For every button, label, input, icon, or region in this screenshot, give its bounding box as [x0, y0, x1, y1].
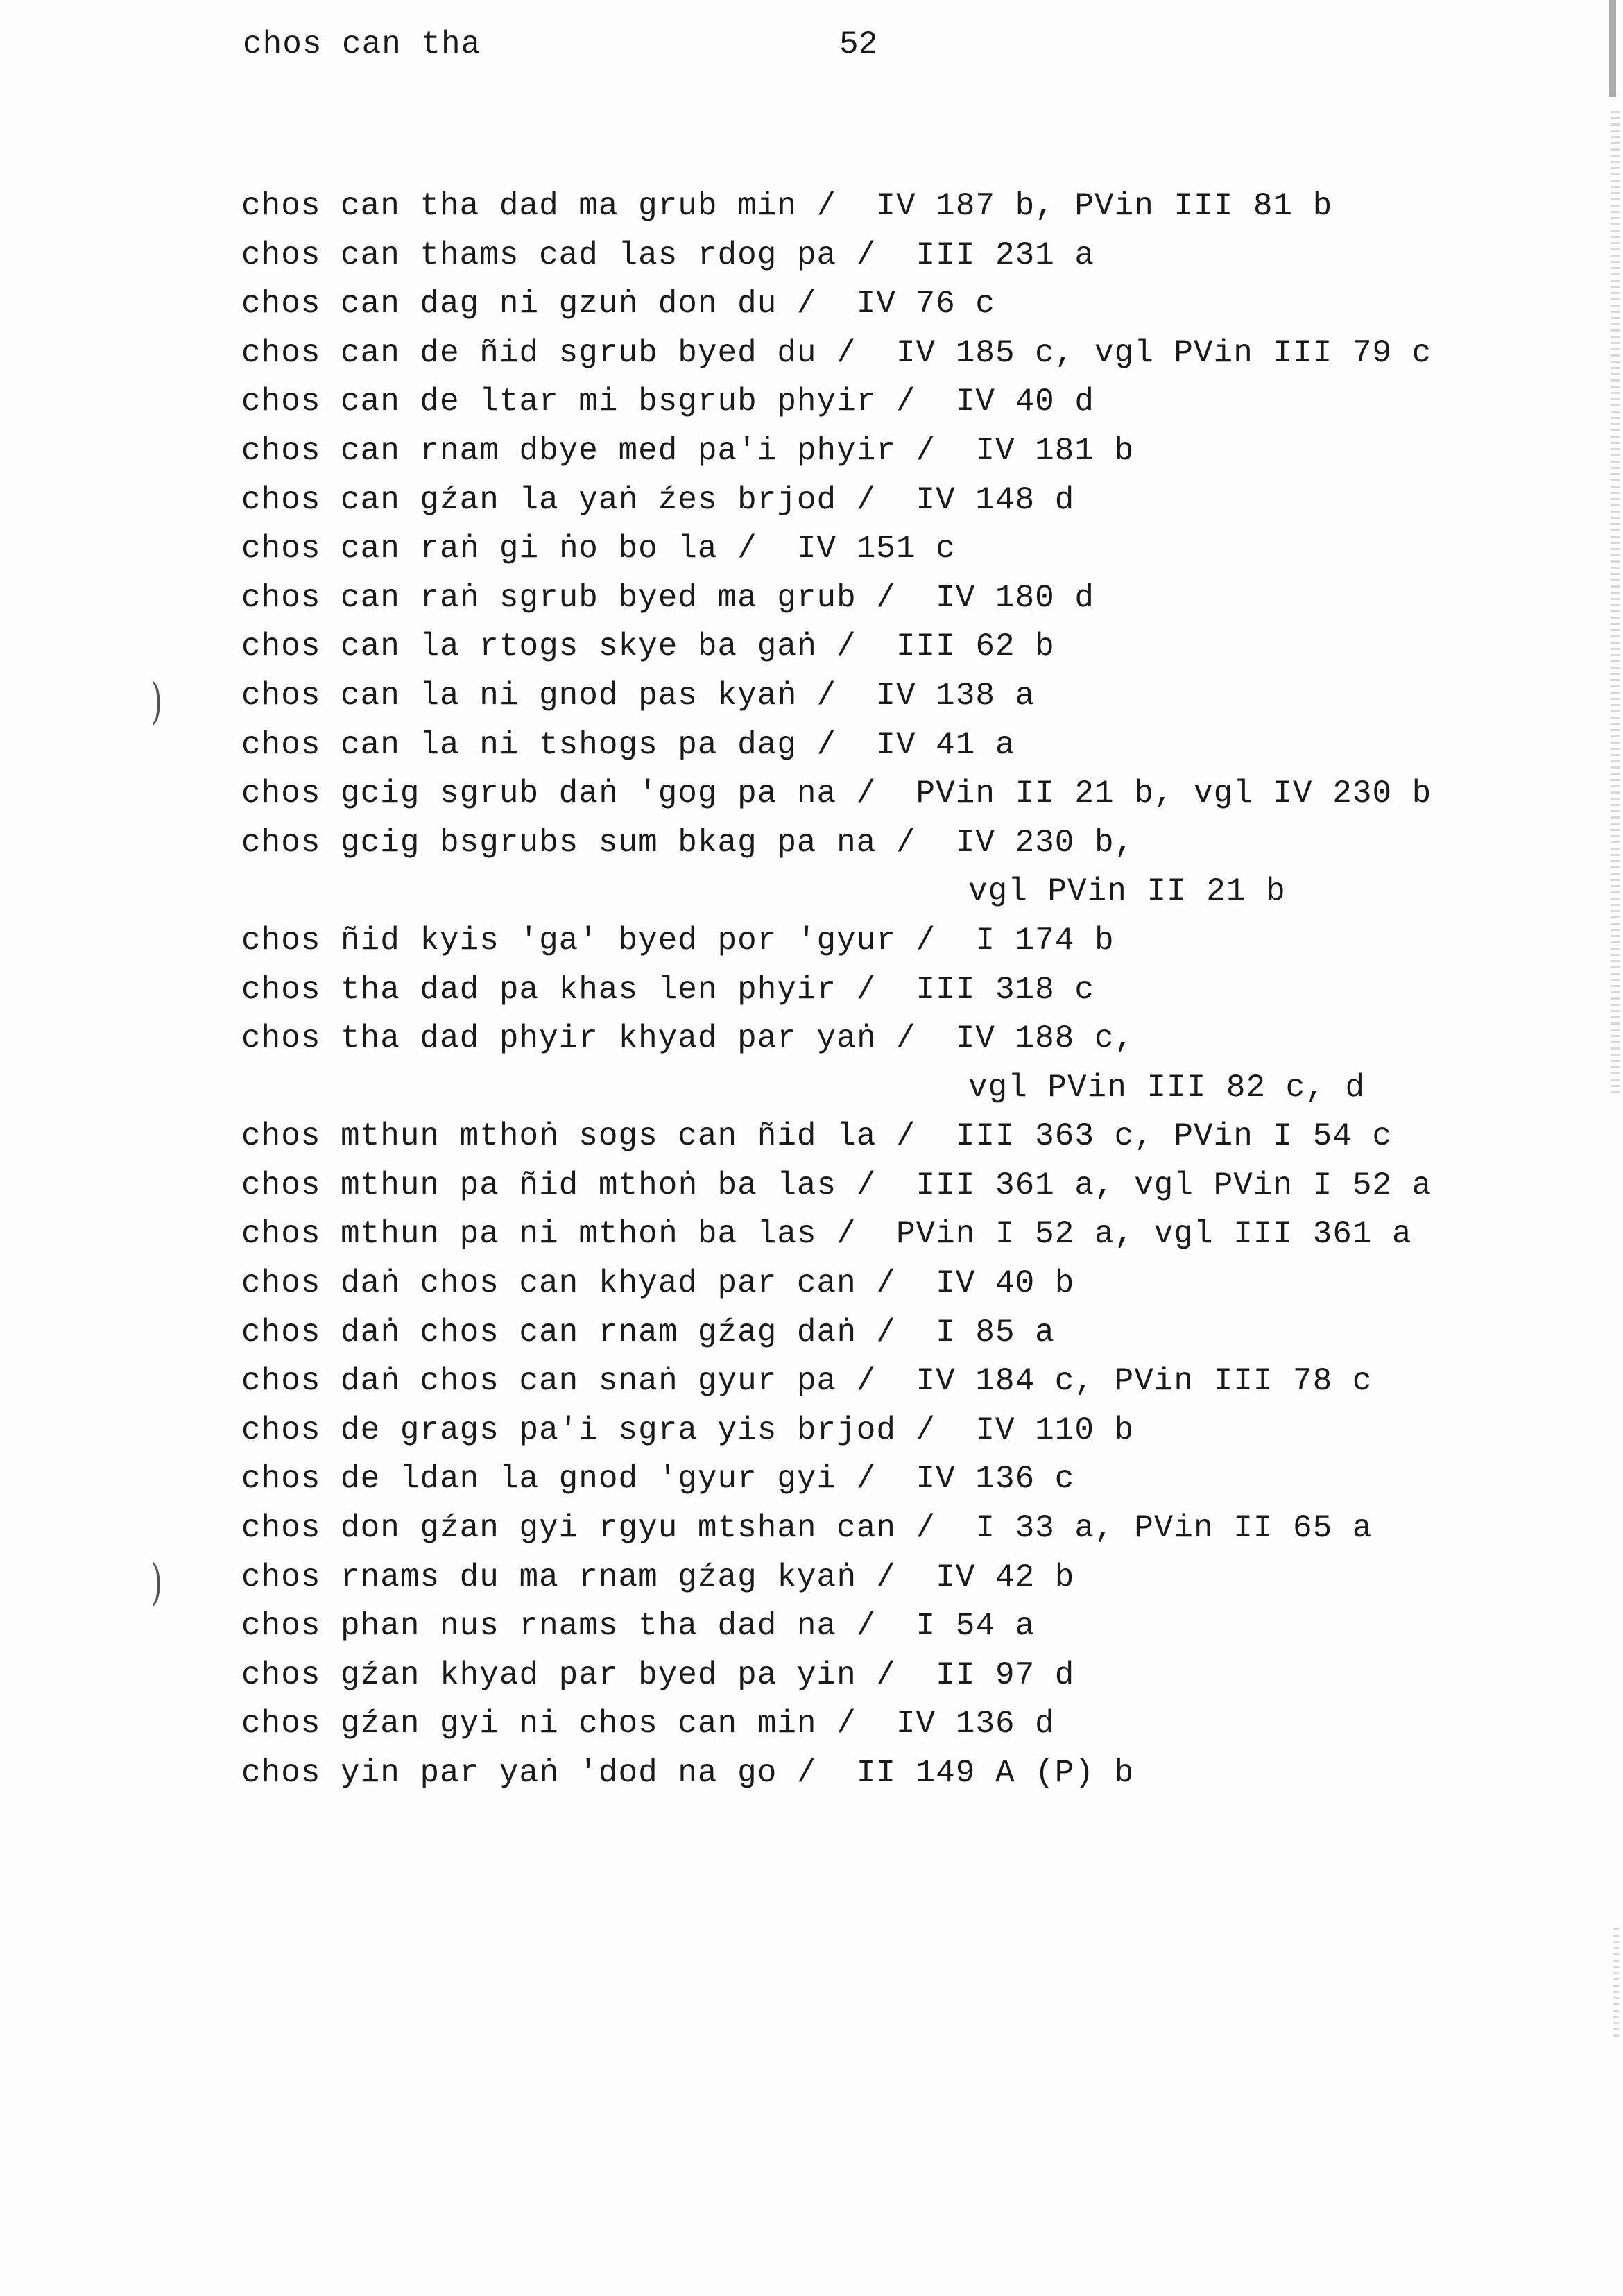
- index-entry: chos gźan gyi ni chos can min / IV 136 d: [241, 1706, 1055, 1742]
- index-entry: chos can la ni gnod pas kyaṅ / IV 138 a: [241, 677, 1036, 714]
- index-entry: chos yin par yaṅ 'dod na go / II 149 A (P) b: [241, 1755, 1135, 1791]
- scan-edge-mark: [1613, 1928, 1619, 2039]
- index-entry: chos can rnam dbye med pa'i phyir / IV 181 b: [241, 432, 1135, 469]
- running-head: chos can tha: [243, 26, 481, 62]
- index-entry: chos daṅ chos can rnam gźag daṅ / I 85 a: [241, 1314, 1055, 1351]
- index-entry: chos tha dad phyir khyad par yaṅ / IV 188 c,: [241, 1020, 1135, 1057]
- index-entry: chos mthun mthoṅ sogs can ñid la / III 363 c, PVin I 54 c: [241, 1118, 1393, 1155]
- index-entry-continuation: vgl PVin III 82 c, d: [968, 1069, 1366, 1106]
- margin-punch-mark: ): [151, 673, 162, 730]
- index-entry-list: [241, 182, 1432, 1798]
- scan-edge-mark: [1611, 111, 1620, 1096]
- page-number: 52: [839, 26, 878, 62]
- index-entry: chos don gźan gyi rgyu mtshan can / I 33 a, PVin II 65 a: [241, 1510, 1373, 1547]
- index-entry: chos daṅ chos can khyad par can / IV 40 b: [241, 1265, 1075, 1302]
- margin-punch-mark: ): [151, 1554, 162, 1611]
- index-entry: chos de ldan la gnod 'gyur gyi / IV 136 c: [241, 1461, 1075, 1498]
- index-entry: chos can raṅ sgrub byed ma grub / IV 180 d: [241, 579, 1094, 616]
- index-entry: chos can gźan la yaṅ źes brjod / IV 148 d: [241, 481, 1075, 518]
- index-entry: chos can la rtogs skye ba gaṅ / III 62 b: [241, 628, 1055, 665]
- index-entry-continuation: vgl PVin II 21 b: [968, 873, 1286, 910]
- index-entry: chos can de ltar mi bsgrub phyir / IV 40 d: [241, 384, 1094, 420]
- scan-edge-mark: [1609, 0, 1616, 97]
- index-entry: chos daṅ chos can snaṅ gyur pa / IV 184 c, PVin III 78 c: [241, 1363, 1373, 1400]
- index-entry: chos phan nus rnams tha dad na / I 54 a: [241, 1608, 1036, 1645]
- index-entry: chos mthun pa ni mthoṅ ba las / PVin I 52 a, vgl III 361 a: [241, 1216, 1412, 1253]
- index-entry: chos tha dad pa khas len phyir / III 318 c: [241, 971, 1094, 1008]
- index-entry: chos de grags pa'i sgra yis brjod / IV 110 b: [241, 1412, 1135, 1448]
- index-entry: chos mthun pa ñid mthoṅ ba las / III 361 a, vgl PVin I 52 a: [241, 1167, 1432, 1203]
- index-entry: chos can tha dad ma grub min / IV 187 b, PVin III 81 b: [241, 188, 1333, 224]
- index-entry: chos gcig bsgrubs sum bkag pa na / IV 230 b,: [241, 824, 1135, 861]
- index-entry: chos can dag ni gzuṅ don du / IV 76 c: [241, 286, 995, 323]
- index-entry: chos gźan khyad par byed pa yin / II 97 d: [241, 1656, 1075, 1693]
- index-entry: chos can thams cad las rdog pa / III 231 a: [241, 237, 1094, 273]
- index-entry: chos can de ñid sgrub byed du / IV 185 c, vgl PVin III 79 c: [241, 334, 1432, 371]
- index-entry: chos can raṅ gi ṅo bo la / IV 151 c: [241, 531, 956, 567]
- index-entry: chos gcig sgrub daṅ 'gog pa na / PVin II 21 b, vgl IV 230 b: [241, 776, 1432, 812]
- index-entry: chos can la ni tshogs pa dag / IV 41 a: [241, 726, 1015, 763]
- index-entry: chos rnams du ma rnam gźag kyaṅ / IV 42 b: [241, 1559, 1075, 1595]
- index-entry: chos ñid kyis 'ga' byed por 'gyur / I 174 b: [241, 922, 1115, 959]
